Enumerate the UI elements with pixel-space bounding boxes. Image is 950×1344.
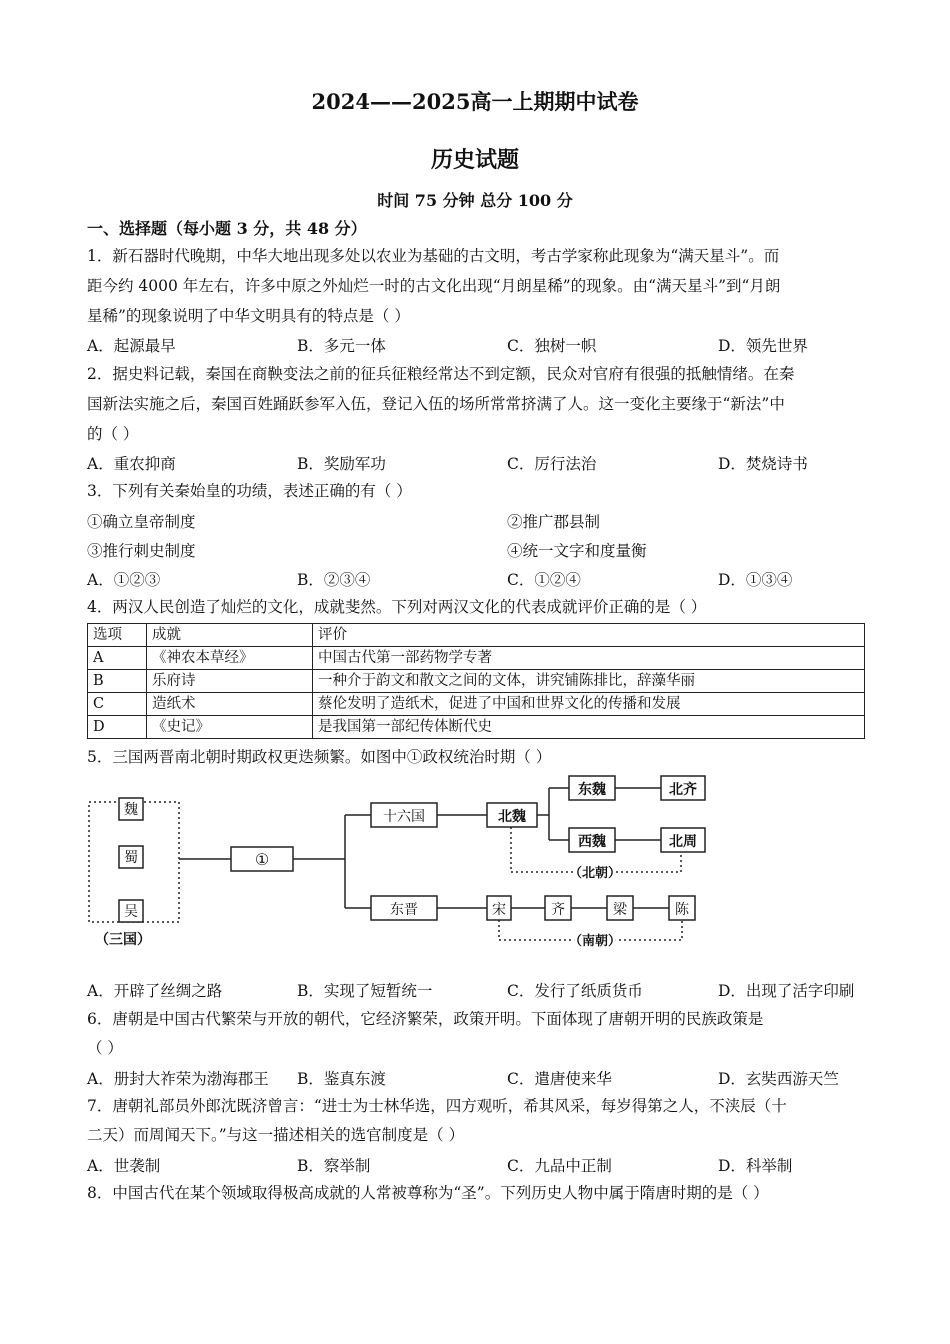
q2-line: 的（ ） xyxy=(87,425,139,443)
east-wei-label: 东魏 xyxy=(578,782,606,798)
q8-stem: 8．中国古代在某个领域取得极高成就的人常被尊称为“圣”。下列历史人物中属于隋唐时期的是（ ） xyxy=(87,1184,769,1202)
table-cell: 《神农本草经》 xyxy=(147,647,313,670)
q4-table xyxy=(87,623,865,739)
table-cell: 乐府诗 xyxy=(147,670,313,693)
q2-line: 2．据史料记载，秦国在商鞅变法之前的征兵征粮经常达不到定额，民众对官府有很强的抵触情绪。在秦 xyxy=(87,365,795,383)
north-qi-label: 北齐 xyxy=(669,782,697,798)
q6-option-d: D．玄奘西游天竺 xyxy=(718,1070,839,1088)
q3-item: ①确立皇帝制度 xyxy=(87,513,196,531)
q5-option-b: B．实现了短暂统一 xyxy=(297,982,433,1000)
q1-line: 距今约 4000 年左右，许多中原之外灿烂一时的古文化出现“月朗星稀”的现象。由“满天星斗”到“月朗 xyxy=(87,277,781,295)
table-cell: 《史记》 xyxy=(147,716,313,739)
q5-option-d: D．出现了活字印刷 xyxy=(718,982,855,1000)
east-jin-label: 东晋 xyxy=(390,902,418,918)
q3-option-b: B．②③④ xyxy=(297,571,371,589)
table-header-cell: 成就 xyxy=(147,624,313,647)
exam-meta: 时间 75 分钟 总分 100 分 xyxy=(377,191,573,210)
sixteen-kingdoms-label: 十六国 xyxy=(383,809,425,825)
q1-line: 1．新石器时代晚期，中华大地出现多处以农业为基础的古文明，考古学家称此现象为“满天星斗”。而 xyxy=(87,247,780,265)
table-header-cell: 评价 xyxy=(313,624,865,647)
table-cell: 一种介于韵文和散文之间的文体，讲究铺陈排比，辞藻华丽 xyxy=(313,670,865,693)
south-dynasties-label: （南朝） xyxy=(568,934,622,949)
q1-option-b: B．多元一体 xyxy=(297,337,386,355)
q2-option-a: A．重农抑商 xyxy=(87,455,176,473)
three-kingdoms-label: （三国） xyxy=(95,932,151,948)
table-cell: 蔡伦发明了造纸术，促进了中国和世界文化的传播和发展 xyxy=(313,693,865,716)
dynasty-label-qi: 齐 xyxy=(551,902,565,918)
q3-item: ②推广郡县制 xyxy=(507,513,601,531)
table-cell: 中国古代第一部药物学专著 xyxy=(313,647,865,670)
q6-line: 6．唐朝是中国古代繁荣与开放的朝代，它经济繁荣，政策开明。下面体现了唐朝开明的民族政策是 xyxy=(87,1010,764,1028)
exam-title: 2024——2025高一上期期中试卷 xyxy=(311,89,639,114)
q2-line: 国新法实施之后，秦国百姓踊跃参军入伍，登记入伍的场所常常挤满了人。这一变化主要缘于“新法”中 xyxy=(87,395,785,413)
table-row xyxy=(88,647,865,670)
q7-option-c: C．九品中正制 xyxy=(507,1157,612,1175)
q7-option-a: A．世袭制 xyxy=(87,1157,161,1175)
q3-item: ④统一文字和度量衡 xyxy=(507,542,647,560)
q7-line: 7．唐朝礼部员外郎沈既济曾言：“进士为士林华选，四方观听，希其风采，每岁得第之人，不浃辰（十 xyxy=(87,1097,787,1115)
q7-option-b: B．察举制 xyxy=(297,1157,371,1175)
north-zhou-label: 北周 xyxy=(669,834,697,850)
q5-option-a: A．开辟了丝绸之路 xyxy=(87,982,223,1000)
q1-option-d: D．领先世界 xyxy=(718,337,808,355)
state-label-wei: 魏 xyxy=(124,802,138,818)
q3-stem: 3．下列有关秦始皇的功绩，表述正确的有（ ） xyxy=(87,482,412,500)
q5-stem: 5．三国两晋南北朝时期政权更迭频繁。如图中①政权统治时期（ ） xyxy=(87,748,552,766)
q3-option-c: C．①②④ xyxy=(507,571,581,589)
q6-option-b: B．鉴真东渡 xyxy=(297,1070,386,1088)
q3-option-a: A．①②③ xyxy=(87,571,161,589)
table-header-cell: 选项 xyxy=(88,624,147,647)
q1-line: 星稀”的现象说明了中华文明具有的特点是（ ） xyxy=(87,307,410,325)
state-label-shu: 蜀 xyxy=(124,850,138,866)
q2-option-d: D．焚烧诗书 xyxy=(718,455,808,473)
q6-option-c: C．遣唐使来华 xyxy=(507,1070,612,1088)
q2-option-c: C．厉行法治 xyxy=(507,455,597,473)
q3-item: ③推行刺史制度 xyxy=(87,542,196,560)
dynasty-label-chen: 陈 xyxy=(675,902,689,918)
table-cell: 是我国第一部纪传体断代史 xyxy=(313,716,865,739)
q3-option-d: D．①③④ xyxy=(718,571,793,589)
q1-option-a: A．起源最早 xyxy=(87,337,176,355)
section-heading: 一、选择题（每小题 3 分，共 48 分） xyxy=(87,219,367,238)
west-wei-label: 西魏 xyxy=(578,834,606,850)
q2-option-b: B．奖励军功 xyxy=(297,455,386,473)
table-cell: 造纸术 xyxy=(147,693,313,716)
table-row xyxy=(88,670,865,693)
table-cell: C xyxy=(88,693,147,716)
table-row xyxy=(88,716,865,739)
table-cell: A xyxy=(88,647,147,670)
dynasty-label-song: 宋 xyxy=(492,902,506,918)
dynasty-diagram xyxy=(83,772,723,952)
north-wei-label: 北魏 xyxy=(498,809,526,825)
q7-line: 二天）而周闻天下。”与这一描述相关的选官制度是（ ） xyxy=(87,1126,465,1144)
table-header-row xyxy=(88,624,865,647)
q7-option-d: D．科举制 xyxy=(718,1157,793,1175)
subject-title: 历史试题 xyxy=(430,147,519,173)
table-cell: B xyxy=(88,670,147,693)
q4-stem: 4．两汉人民创造了灿烂的文化，成就斐然。下列对两汉文化的代表成就评价正确的是（ ） xyxy=(87,598,707,616)
north-dynasties-label: （北朝） xyxy=(568,866,622,881)
dynasty-label-liang: 梁 xyxy=(613,902,627,918)
center-label: ① xyxy=(254,850,270,869)
q5-option-c: C．发行了纸质货币 xyxy=(507,982,643,1000)
table-cell: D xyxy=(88,716,147,739)
q6-option-a: A．册封大祚荣为渤海郡王 xyxy=(87,1070,269,1088)
q1-option-c: C．独树一帜 xyxy=(507,337,597,355)
q6-line: （ ） xyxy=(87,1039,123,1057)
state-label-wu: 吴 xyxy=(124,904,138,920)
table-row xyxy=(88,693,865,716)
